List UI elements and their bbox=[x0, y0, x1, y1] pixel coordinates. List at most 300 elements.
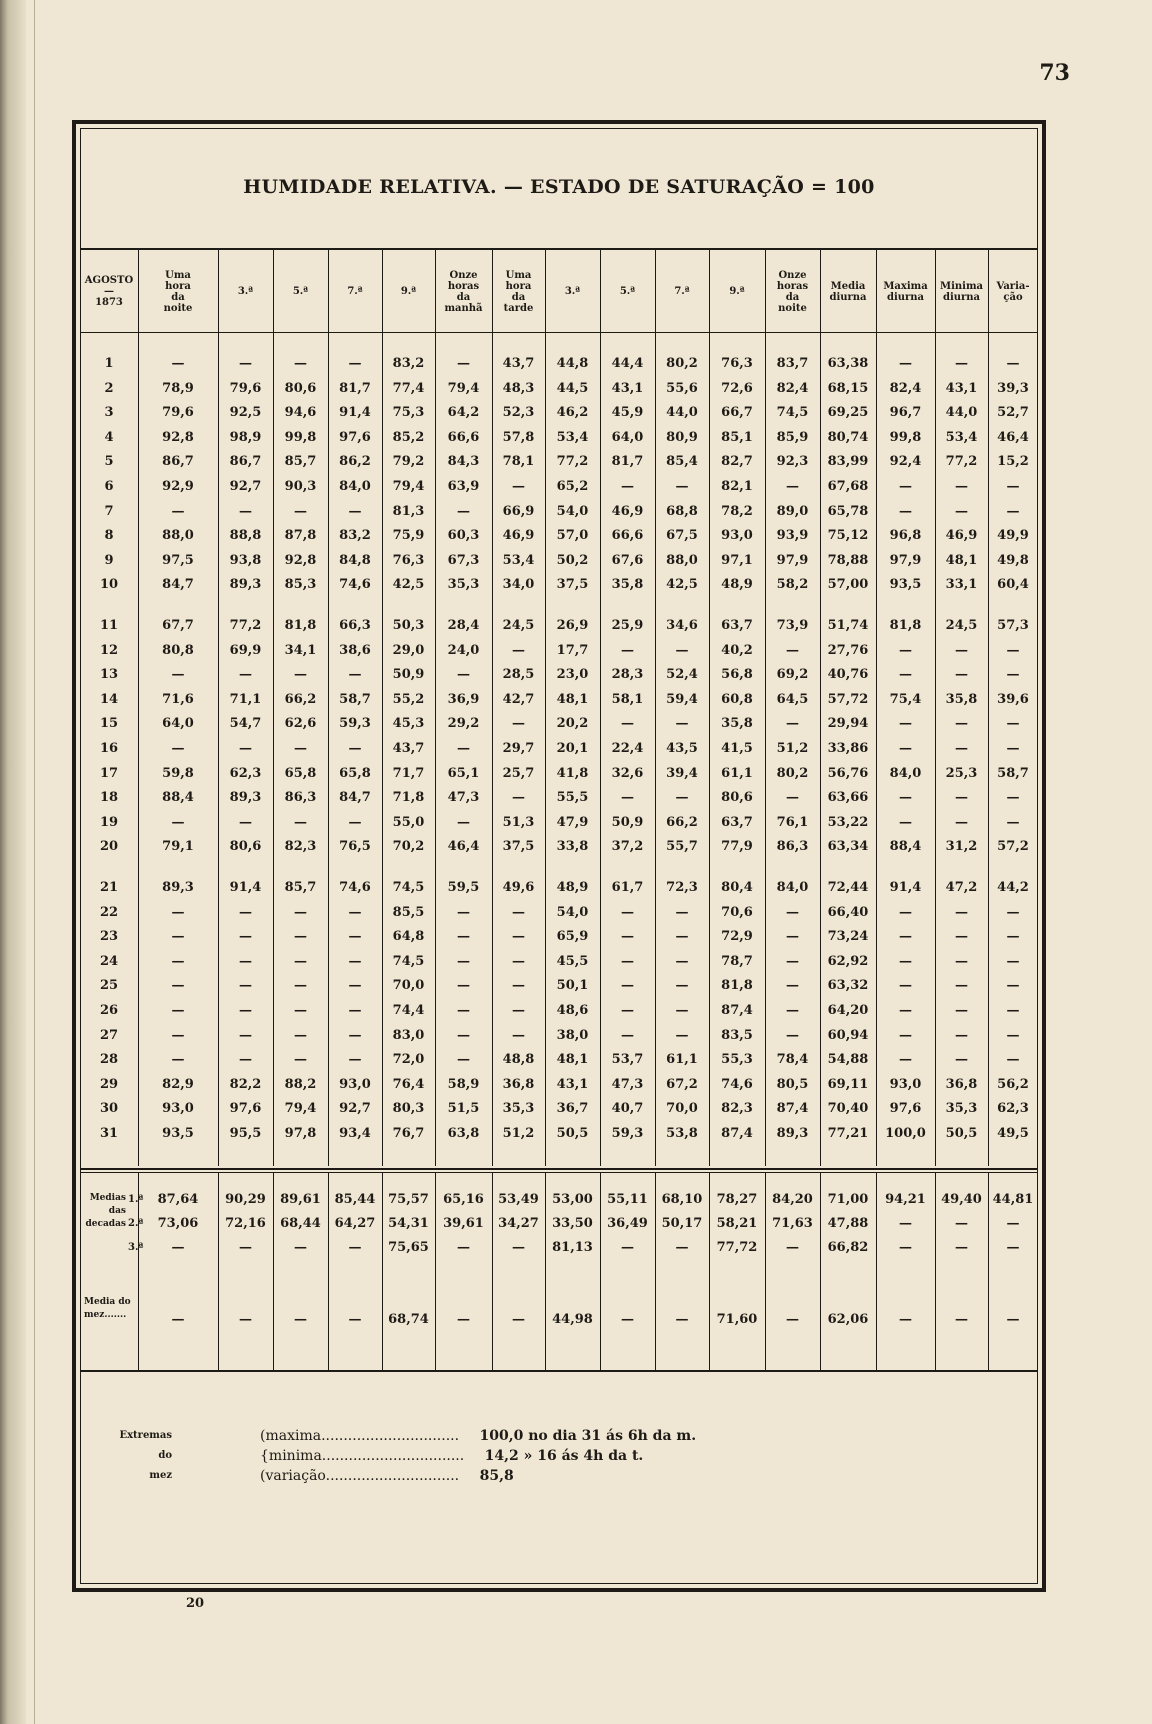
table-cell: 84,7 bbox=[162, 577, 194, 593]
day-number: 19 bbox=[99, 814, 119, 830]
table-cell: 45,3 bbox=[392, 716, 425, 732]
table-cell: 44,8 bbox=[556, 356, 589, 371]
table-cell: 68,74 bbox=[388, 1312, 429, 1327]
table-cell: 43,1 bbox=[556, 1076, 589, 1092]
table-cell: 83,99 bbox=[827, 454, 869, 470]
table-cell: 88,0 bbox=[162, 528, 194, 544]
table-cell: — bbox=[675, 716, 689, 732]
table-cell: — bbox=[899, 716, 912, 732]
table-cell: — bbox=[786, 479, 799, 494]
table-cell: 61,7 bbox=[611, 880, 644, 895]
column-rule bbox=[709, 250, 710, 1166]
table-cell: 78,1 bbox=[502, 454, 535, 470]
table-cell: 53,4 bbox=[945, 429, 978, 445]
table-cell: 53,00 bbox=[552, 1192, 593, 1207]
table-cell: 68,8 bbox=[666, 503, 698, 519]
table-cell: 81,8 bbox=[284, 618, 317, 633]
table-cell: — bbox=[294, 1240, 307, 1255]
table-cell: 72,44 bbox=[827, 880, 869, 895]
table-cell: 87,4 bbox=[776, 1101, 809, 1117]
table-cell: 79,4 bbox=[392, 479, 425, 494]
extreme-minima-label: minima bbox=[268, 1448, 322, 1464]
table-cell: 24,0 bbox=[447, 642, 480, 658]
table-cell: 43,7 bbox=[502, 356, 535, 371]
table-cell: 97,1 bbox=[721, 552, 753, 568]
table-cell: 72,3 bbox=[666, 880, 698, 895]
day-number: 13 bbox=[99, 667, 119, 683]
table-cell: 58,7 bbox=[997, 765, 1029, 781]
table-cell: 54,7 bbox=[229, 716, 262, 732]
table-cell: — bbox=[955, 1312, 968, 1327]
table-cell: 78,7 bbox=[721, 953, 753, 969]
table-cell: 75,3 bbox=[392, 405, 425, 421]
table-cell: — bbox=[621, 1312, 634, 1327]
table-cell: 86,2 bbox=[339, 454, 371, 470]
table-cell: — bbox=[786, 1312, 799, 1327]
table-cell: 48,1 bbox=[945, 552, 978, 568]
table-cell: 66,9 bbox=[502, 503, 535, 519]
table-cell: 80,6 bbox=[284, 380, 317, 396]
table-cell: 79,6 bbox=[162, 405, 194, 421]
table-cell: — bbox=[955, 978, 968, 994]
table-cell: 71,6 bbox=[162, 691, 194, 707]
table-cell: — bbox=[675, 1003, 689, 1018]
table-cell: 85,5 bbox=[392, 904, 425, 920]
table-cell: — bbox=[512, 716, 525, 732]
table-cell: — bbox=[294, 953, 307, 969]
table-cell: 64,8 bbox=[392, 929, 425, 945]
table-cell: 80,6 bbox=[721, 790, 753, 806]
table-cell: 77,4 bbox=[392, 380, 425, 396]
column-rule bbox=[820, 250, 821, 1166]
table-cell: — bbox=[955, 1052, 968, 1068]
table-cell: 53,8 bbox=[666, 1126, 698, 1141]
table-cell: 55,11 bbox=[607, 1192, 648, 1207]
table-cell: — bbox=[348, 1312, 362, 1327]
table-cell: 97,6 bbox=[229, 1101, 262, 1117]
table-cell: — bbox=[621, 479, 634, 494]
table-cell: 100,0 bbox=[885, 1126, 926, 1141]
table-row bbox=[80, 901, 1038, 925]
table-cell: 64,5 bbox=[776, 691, 809, 707]
table-row bbox=[80, 450, 1038, 474]
table-cell: 78,4 bbox=[776, 1052, 809, 1068]
table-cell: — bbox=[171, 741, 185, 756]
table-cell: 33,50 bbox=[552, 1216, 593, 1231]
table-cell: 60,4 bbox=[997, 577, 1029, 593]
table-cell: 97,8 bbox=[284, 1126, 317, 1141]
table-cell: 79,2 bbox=[392, 454, 425, 470]
table-cell: 34,27 bbox=[498, 1216, 539, 1231]
table-cell: 65,2 bbox=[556, 479, 589, 494]
table-row bbox=[80, 1048, 1038, 1072]
table-cell: — bbox=[899, 667, 912, 683]
table-cell: 39,4 bbox=[666, 765, 698, 781]
table-cell: 92,8 bbox=[162, 429, 194, 445]
table-cell: — bbox=[348, 667, 362, 683]
day-number: 6 bbox=[104, 479, 114, 494]
table-cell: 79,4 bbox=[284, 1101, 317, 1117]
table-cell: 84,8 bbox=[339, 552, 371, 568]
table-cell: — bbox=[457, 1240, 470, 1255]
table-cell: 54,88 bbox=[827, 1052, 869, 1068]
table-cell: 85,7 bbox=[284, 454, 317, 470]
column-rule bbox=[988, 250, 989, 1166]
table-cell: 85,7 bbox=[284, 880, 317, 895]
table-cell: — bbox=[512, 1003, 525, 1018]
table-cell: 87,64 bbox=[157, 1192, 199, 1207]
table-cell: — bbox=[294, 741, 307, 756]
header-col-3: 5.ª bbox=[292, 286, 309, 297]
table-cell: 69,9 bbox=[229, 642, 262, 658]
table-cell: 84,20 bbox=[772, 1192, 813, 1207]
table-row bbox=[80, 712, 1038, 736]
table-cell: 66,3 bbox=[339, 618, 371, 633]
header-col-7: Uma hora da tarde bbox=[503, 269, 534, 314]
table-title: HUMIDADE RELATIVA. — ESTADO DE SATURAÇÃO = 100 bbox=[243, 176, 875, 198]
table-cell: 65,8 bbox=[284, 765, 317, 781]
table-cell: — bbox=[171, 904, 185, 920]
table-cell: — bbox=[899, 479, 912, 494]
table-cell: 44,0 bbox=[945, 405, 978, 421]
table-cell: — bbox=[675, 929, 689, 945]
table-cell: 92,3 bbox=[776, 454, 809, 470]
table-cell: 77,2 bbox=[556, 454, 589, 470]
table-cell: 74,5 bbox=[776, 405, 809, 421]
table-cell: — bbox=[239, 667, 252, 683]
table-cell: 89,3 bbox=[776, 1126, 809, 1141]
table-cell: 85,44 bbox=[334, 1192, 376, 1207]
table-cell: — bbox=[239, 904, 252, 920]
table-cell: 63,32 bbox=[827, 978, 869, 994]
table-cell: — bbox=[899, 1052, 912, 1068]
table-cell: — bbox=[899, 1312, 912, 1327]
table-cell: 40,76 bbox=[827, 667, 869, 683]
table-cell: — bbox=[294, 1003, 307, 1018]
table-cell: 33,8 bbox=[556, 839, 589, 855]
extreme-variacao-label: variação bbox=[265, 1468, 326, 1484]
table-row bbox=[80, 524, 1038, 548]
table-cell: — bbox=[899, 1240, 912, 1255]
table-cell: 25,7 bbox=[502, 765, 535, 781]
table-cell: 92,5 bbox=[229, 405, 262, 421]
table-cell: 51,3 bbox=[502, 814, 535, 830]
table-cell: 76,3 bbox=[392, 552, 425, 568]
table-cell: 36,9 bbox=[447, 691, 480, 707]
table-row bbox=[80, 762, 1038, 786]
table-cell: 87,8 bbox=[284, 528, 317, 544]
table-cell: 82,4 bbox=[889, 380, 922, 396]
table-cell: — bbox=[786, 1240, 799, 1255]
table-cell: — bbox=[1006, 642, 1020, 658]
table-cell: 48,8 bbox=[502, 1052, 535, 1068]
table-cell: 70,0 bbox=[392, 978, 425, 994]
table-cell: — bbox=[675, 953, 689, 969]
table-cell: — bbox=[348, 929, 362, 945]
table-cell: 41,8 bbox=[556, 765, 589, 781]
table-row bbox=[80, 835, 1038, 859]
table-row bbox=[80, 811, 1038, 835]
table-cell: 93,5 bbox=[162, 1126, 194, 1141]
table-cell: — bbox=[1006, 1240, 1020, 1255]
table-cell: — bbox=[294, 814, 307, 830]
table-cell: — bbox=[955, 814, 968, 830]
table-cell: 60,94 bbox=[827, 1027, 869, 1043]
table-cell: 50,2 bbox=[556, 552, 589, 568]
table-cell: 66,82 bbox=[827, 1240, 869, 1255]
table-cell: 74,5 bbox=[392, 880, 425, 895]
table-cell: — bbox=[457, 503, 470, 519]
table-cell: — bbox=[1006, 741, 1020, 756]
table-cell: — bbox=[294, 667, 307, 683]
header-col-1: Uma hora da noite bbox=[163, 269, 193, 314]
table-row bbox=[80, 1097, 1038, 1121]
table-cell: 65,78 bbox=[827, 503, 869, 519]
table-cell: 51,5 bbox=[447, 1101, 480, 1117]
table-cell: 89,3 bbox=[229, 790, 262, 806]
table-cell: 70,0 bbox=[666, 1101, 698, 1117]
table-cell: 20,2 bbox=[556, 716, 589, 732]
table-cell: — bbox=[621, 978, 634, 994]
table-cell: 76,5 bbox=[339, 839, 371, 855]
table-cell: 79,4 bbox=[447, 380, 480, 396]
table-cell: 63,7 bbox=[721, 618, 753, 633]
table-cell: 75,4 bbox=[889, 691, 922, 707]
table-cell: — bbox=[955, 741, 968, 756]
book-spine-shadow bbox=[0, 0, 26, 1724]
day-number: 17 bbox=[99, 765, 119, 781]
table-cell: 97,5 bbox=[162, 552, 194, 568]
extreme-minima-value: 14,2 » 16 ás 4h da t. bbox=[484, 1448, 644, 1464]
table-cell: 59,8 bbox=[162, 765, 194, 781]
table-cell: 40,2 bbox=[721, 642, 753, 658]
table-cell: 35,3 bbox=[502, 1101, 535, 1117]
table-cell: — bbox=[348, 356, 362, 371]
table-cell: 74,6 bbox=[721, 1076, 753, 1092]
table-cell: 23,0 bbox=[556, 667, 589, 683]
table-cell: — bbox=[348, 1052, 362, 1068]
table-row bbox=[80, 925, 1038, 949]
table-cell: 97,6 bbox=[889, 1101, 922, 1117]
table-cell: 20,1 bbox=[556, 741, 589, 756]
table-cell: — bbox=[1006, 667, 1020, 683]
table-cell: 35,3 bbox=[447, 577, 480, 593]
table-cell: 86,3 bbox=[776, 839, 809, 855]
table-cell: 54,0 bbox=[556, 503, 589, 519]
table-cell: 49,9 bbox=[997, 528, 1029, 544]
day-number: 26 bbox=[99, 1003, 119, 1018]
table-cell: 28,3 bbox=[611, 667, 644, 683]
table-cell: 78,2 bbox=[721, 503, 753, 519]
table-cell: 64,20 bbox=[827, 1003, 869, 1018]
day-number: 3 bbox=[104, 405, 114, 421]
table-cell: 82,3 bbox=[284, 839, 317, 855]
table-cell: 83,5 bbox=[721, 1027, 753, 1043]
extreme-variacao-dots: .............................. bbox=[325, 1468, 460, 1484]
table-cell: — bbox=[675, 978, 689, 994]
extreme-maxima: (maxima............................... 100,0 no dia 31 ás 6h da m. bbox=[260, 1428, 697, 1444]
table-cell: — bbox=[621, 1240, 634, 1255]
table-cell: 81,13 bbox=[552, 1240, 593, 1255]
table-cell: 74,6 bbox=[339, 577, 371, 593]
table-cell: 50,5 bbox=[556, 1126, 589, 1141]
day-number: 1 bbox=[104, 356, 114, 371]
day-number: 24 bbox=[99, 953, 119, 969]
day-number: 2 bbox=[104, 380, 114, 396]
table-cell: 96,7 bbox=[889, 405, 922, 421]
table-row bbox=[80, 663, 1038, 687]
table-cell: 78,27 bbox=[716, 1192, 758, 1207]
table-cell: 92,7 bbox=[229, 479, 262, 494]
table-cell: 24,5 bbox=[502, 618, 535, 633]
table-cell: 28,5 bbox=[502, 667, 535, 683]
table-cell: 65,8 bbox=[339, 765, 371, 781]
table-cell: — bbox=[294, 356, 307, 371]
decade-mean-row bbox=[80, 1236, 1038, 1260]
table-cell: — bbox=[1006, 1027, 1020, 1043]
day-number: 4 bbox=[104, 429, 114, 445]
table-cell: 47,3 bbox=[447, 790, 480, 806]
table-cell: — bbox=[457, 1312, 470, 1327]
table-cell: 34,0 bbox=[502, 577, 535, 593]
table-cell: 87,4 bbox=[721, 1126, 753, 1141]
table-cell: — bbox=[621, 904, 634, 920]
table-cell: — bbox=[955, 642, 968, 658]
table-cell: 72,6 bbox=[721, 380, 753, 396]
table-cell: 74,5 bbox=[392, 953, 425, 969]
table-cell: 39,3 bbox=[997, 380, 1029, 396]
table-row bbox=[80, 500, 1038, 524]
table-cell: — bbox=[457, 1027, 470, 1043]
title-divider bbox=[80, 248, 1038, 250]
table-cell: 39,61 bbox=[443, 1216, 484, 1231]
table-cell: 89,0 bbox=[776, 503, 809, 519]
table-cell: 50,1 bbox=[556, 978, 589, 994]
table-cell: 84,3 bbox=[447, 454, 480, 470]
day-number: 23 bbox=[99, 929, 119, 945]
table-cell: 68,10 bbox=[661, 1192, 703, 1207]
table-cell: 98,9 bbox=[229, 429, 262, 445]
table-cell: — bbox=[786, 1027, 799, 1043]
day-number: 14 bbox=[99, 691, 119, 707]
table-cell: — bbox=[786, 642, 799, 658]
table-row bbox=[80, 688, 1038, 712]
table-cell: 47,3 bbox=[611, 1076, 644, 1092]
table-cell: 76,1 bbox=[776, 814, 809, 830]
table-cell: — bbox=[239, 1312, 252, 1327]
day-number: 28 bbox=[99, 1052, 119, 1068]
table-cell: 61,1 bbox=[666, 1052, 698, 1068]
table-cell: 55,0 bbox=[392, 814, 425, 830]
table-cell: 33,1 bbox=[945, 577, 978, 593]
table-cell: — bbox=[294, 503, 307, 519]
table-cell: 84,0 bbox=[889, 765, 922, 781]
decade-label: 2.ª bbox=[128, 1218, 144, 1229]
table-cell: — bbox=[675, 1240, 689, 1255]
table-cell: — bbox=[955, 667, 968, 683]
table-cell: 93,0 bbox=[721, 528, 753, 544]
header-divider bbox=[80, 332, 1038, 333]
table-cell: — bbox=[171, 1052, 185, 1068]
column-rule bbox=[382, 250, 383, 1166]
table-cell: — bbox=[786, 790, 799, 806]
table-cell: — bbox=[675, 479, 689, 494]
table-cell: — bbox=[955, 1240, 968, 1255]
table-cell: 57,8 bbox=[502, 429, 535, 445]
table-cell: — bbox=[899, 790, 912, 806]
table-cell: 93,0 bbox=[162, 1101, 194, 1117]
table-cell: — bbox=[294, 978, 307, 994]
table-cell: — bbox=[1006, 1312, 1020, 1327]
table-cell: 58,21 bbox=[716, 1216, 758, 1231]
table-cell: 82,4 bbox=[776, 380, 809, 396]
table-cell: 63,38 bbox=[827, 356, 869, 371]
table-cell: 44,5 bbox=[556, 380, 589, 396]
table-cell: — bbox=[171, 667, 185, 683]
day-number: 22 bbox=[99, 904, 119, 920]
table-cell: 41,5 bbox=[721, 741, 753, 756]
table-cell: 53,49 bbox=[498, 1192, 539, 1207]
table-cell: 29,94 bbox=[827, 716, 869, 732]
header-month: AGOSTO — 1873 bbox=[84, 275, 134, 308]
day-number: 8 bbox=[104, 528, 114, 544]
table-cell: 36,49 bbox=[607, 1216, 648, 1231]
extreme-maxima-label: maxima bbox=[265, 1428, 322, 1444]
table-cell: 66,6 bbox=[611, 528, 644, 544]
table-cell: 58,2 bbox=[776, 577, 809, 593]
day-number: 27 bbox=[99, 1027, 119, 1043]
table-cell: 17,7 bbox=[556, 642, 589, 658]
table-cell: 80,9 bbox=[666, 429, 698, 445]
table-cell: 35,3 bbox=[945, 1101, 978, 1117]
table-cell: 24,5 bbox=[945, 618, 978, 633]
table-cell: 29,2 bbox=[447, 716, 480, 732]
table-cell: — bbox=[955, 1027, 968, 1043]
means-divider bbox=[80, 1370, 1038, 1372]
table-cell: — bbox=[899, 929, 912, 945]
table-cell: — bbox=[621, 1003, 634, 1018]
table-cell: 73,06 bbox=[157, 1216, 199, 1231]
table-cell: 43,5 bbox=[666, 741, 698, 756]
table-cell: — bbox=[955, 716, 968, 732]
table-cell: 58,1 bbox=[611, 691, 644, 707]
table-cell: — bbox=[171, 1312, 185, 1327]
table-cell: 82,1 bbox=[721, 479, 753, 494]
table-cell: 88,0 bbox=[666, 552, 698, 568]
signature-number: 20 bbox=[186, 1596, 205, 1611]
table-cell: 76,4 bbox=[392, 1076, 425, 1092]
table-cell: — bbox=[675, 642, 689, 658]
table-cell: 68,44 bbox=[280, 1216, 321, 1231]
table-cell: — bbox=[171, 978, 185, 994]
table-cell: 58,7 bbox=[339, 691, 371, 707]
table-cell: 33,86 bbox=[827, 741, 869, 756]
table-cell: 83,2 bbox=[339, 528, 371, 544]
table-cell: 84,7 bbox=[339, 790, 371, 806]
table-cell: 99,8 bbox=[889, 429, 922, 445]
table-cell: 92,9 bbox=[162, 479, 194, 494]
table-cell: 50,9 bbox=[392, 667, 425, 683]
table-cell: — bbox=[621, 953, 634, 969]
table-cell: — bbox=[955, 904, 968, 920]
table-cell: 85,1 bbox=[721, 429, 753, 445]
header-col-6: Onze horas da manhã bbox=[444, 269, 483, 314]
table-cell: 91,4 bbox=[889, 880, 922, 895]
table-cell: 65,9 bbox=[556, 929, 589, 945]
table-cell: — bbox=[899, 904, 912, 920]
table-cell: 29,7 bbox=[502, 741, 535, 756]
table-cell: — bbox=[348, 814, 362, 830]
